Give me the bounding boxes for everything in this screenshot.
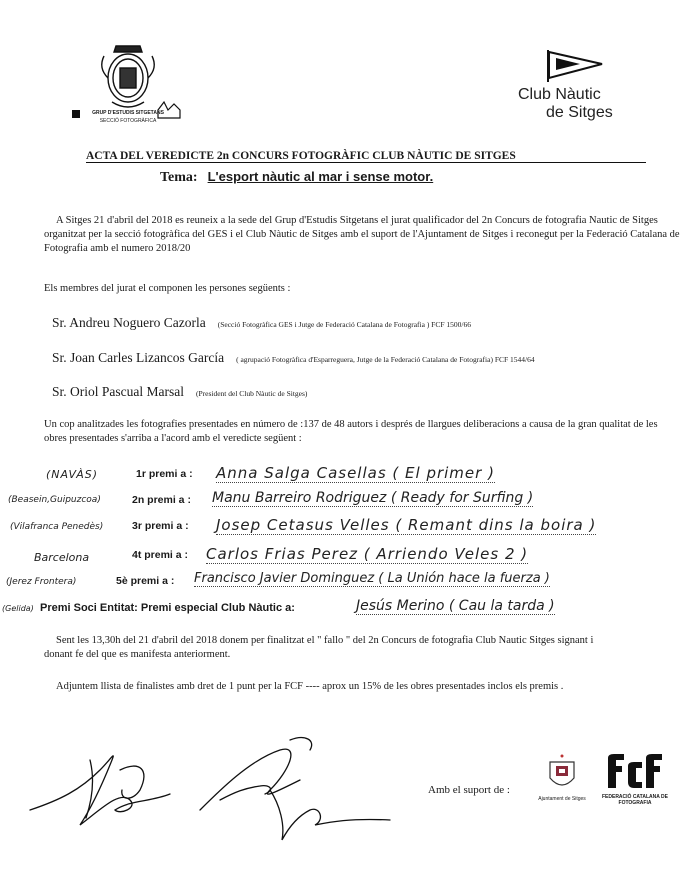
prize-label: 1r premi a : (136, 468, 193, 480)
prize-winner: Josep Cetasus Velles ( Remant dins la boira ) (216, 516, 597, 534)
prize-place: (Jerez Frontera) (6, 577, 77, 587)
juror-name: Sr. Oriol Pascual Marsal (52, 384, 184, 399)
tema-label: Tema: (160, 170, 198, 185)
prize-label: 2n premi a : (132, 494, 191, 506)
support-label: Amb el suport de : (428, 784, 510, 796)
prize-winner: Francisco Javier Dominguez ( La Unión hace la fuerza ) (194, 571, 550, 586)
signatures (20, 730, 420, 850)
prize-winner: Carlos Frias Perez ( Arriendo Veles 2 ) (206, 545, 529, 563)
juror-name: Sr. Andreu Noguero Cazorla (52, 315, 206, 330)
ges-logo (68, 38, 188, 130)
club-nautic-logo (512, 48, 632, 128)
juror-note: (Secció Fotogràfica GES i Jutge de Federació Catalana de Fotografia ) FCF 1500/66 (217, 320, 471, 329)
document-heading (86, 150, 646, 163)
fcf-caption: FEDERACIÓ CATALANA DE FOTOGRAFIA (601, 794, 668, 806)
analysis-paragraph: Un cop analitzades les fotografies presentades en número de :137 de 48 autors i després de llargues deliberacions a causa de la gran qualitat de les obres presentades s'arriba a l'acord amb el veredicte següent : (44, 419, 658, 444)
ajuntament-logo (532, 752, 592, 808)
prize-label: Premi Soci Entitat: Premi especial Club Nàutic a: (40, 602, 295, 614)
prize-row (8, 516, 688, 538)
prize-label: 3r premi a : (132, 520, 189, 532)
juror-note: (President del Club Nàutic de Sitges) (195, 389, 308, 398)
club-name-line2: de Sitges (546, 104, 613, 121)
prize-place: Barcelona (34, 551, 90, 564)
prize-place: (Gelida) (2, 604, 34, 613)
ges-logo-caption: GRUP D'ESTUDIS SITGETANS (92, 110, 164, 116)
signature-icon (20, 730, 420, 850)
club-name-line1: Club Nàutic (518, 86, 601, 103)
prize-winner: Jesús Merino ( Cau la tarda ) (356, 598, 555, 614)
pennant-flag-icon (546, 48, 606, 84)
members-intro: Els membres del jurat el componen les persones següents : (44, 283, 291, 294)
juror-row (52, 349, 535, 367)
closing-paragraph: Sent les 13,30h del 21 d'abril del 2018 donem per finalitzat el " fallo " del 2n Concurs de fotografia Club Nautic Sitges signant i donant fe del que es manifesta anteriorment. (44, 635, 594, 660)
prize-place: (Vilafranca Penedès) (10, 522, 104, 532)
fcf-monogram-icon (604, 752, 666, 792)
ajuntament-crest-icon (532, 752, 592, 796)
tema-line (160, 168, 433, 186)
fcf-logo (601, 752, 668, 808)
finalists-paragraph: Adjuntem llista de finalistes amb dret de 1 punt per la FCF ---- aprox un 15% de les obres presentades inclos els premis . (56, 681, 564, 692)
juror-name: Sr. Joan Carles Lizancos García (52, 350, 225, 365)
juror-row (52, 314, 471, 332)
prize-winner: Anna Salga Casellas ( El primer ) (216, 464, 495, 482)
juror-note: ( agrupació Fotogràfica d'Esparreguera, Jutge de la Federació Catalana de Fotografia) FCF 1544/64 (236, 355, 535, 364)
prize-place: (Beasein,Guipuzcoa) (8, 495, 101, 505)
ajuntament-caption: Ajuntament de Sitges (538, 796, 586, 802)
intro-paragraph: A Sitges 21 d'abril del 2018 es reuneix a la sede del Grup d'Estudis Sitgetans el jurat qualificador del 2n Concurs de fotografia Nautic de Sitges organitzat per la secció fotogràfica del GES i el Club Nàutic de Sitges amb el suport de l'Ajuntament de Sitges i reconegut per la Federació Catalana de Fotografia amb el numero 2018/20 (44, 215, 680, 254)
prize-label: 4t premi a : (132, 549, 189, 561)
juror-row (52, 383, 307, 401)
document-heading-text: ACTA DEL VEREDICTE 2n CONCURS FOTOGRÀFIC CLUB NÀUTIC DE SITGES (86, 150, 516, 162)
ges-crest-icon (68, 38, 188, 130)
prize-row (8, 490, 688, 512)
tema-value: L'esport nàutic al mar i sense motor. (207, 169, 434, 184)
prize-label: 5è premi a : (116, 575, 175, 587)
prize-place: (NAVÀS) (46, 468, 99, 481)
prize-row (20, 464, 690, 486)
prize-row (4, 571, 694, 593)
prize-winner: Manu Barreiro Rodriguez ( Ready for Surfing ) (212, 490, 534, 506)
prize-row (2, 598, 694, 620)
prize-row (20, 545, 690, 567)
ges-logo-subcaption: SECCIÓ FOTOGRÀFICA (99, 118, 157, 124)
